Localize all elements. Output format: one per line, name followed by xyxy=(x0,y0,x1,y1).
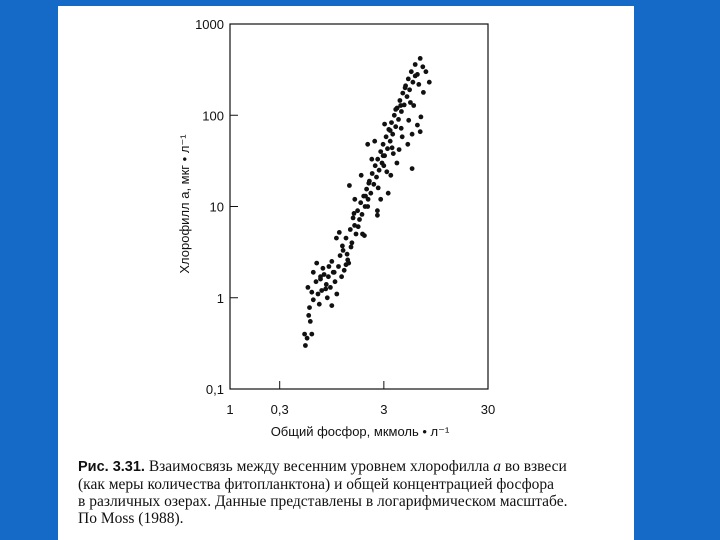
data-point xyxy=(385,146,390,151)
data-point xyxy=(389,120,394,125)
data-point xyxy=(371,182,376,187)
data-point xyxy=(356,224,361,229)
data-point xyxy=(324,282,329,287)
data-point xyxy=(354,232,359,237)
data-point xyxy=(336,264,341,269)
data-point xyxy=(314,279,319,284)
data-point xyxy=(405,142,410,147)
data-point xyxy=(403,85,408,90)
caption-line-4: По Moss (1988). xyxy=(78,510,184,527)
caption-text-1: Взаимосвязь между весенним уровнем хлорофилла xyxy=(148,458,494,475)
data-point xyxy=(410,166,415,171)
y-tick-label: 1000 xyxy=(195,17,224,32)
data-point xyxy=(405,94,410,99)
data-point xyxy=(386,191,391,196)
data-point xyxy=(388,139,393,144)
data-point xyxy=(303,343,308,348)
data-point xyxy=(407,87,412,92)
data-point xyxy=(419,115,424,120)
x-tick-label: 1 xyxy=(226,402,234,417)
data-point xyxy=(370,171,375,176)
data-point xyxy=(393,124,398,129)
data-points xyxy=(302,56,431,348)
data-point xyxy=(388,173,393,178)
data-point xyxy=(350,240,355,245)
y-ticks xyxy=(195,17,238,397)
data-point xyxy=(334,236,339,241)
data-point xyxy=(358,200,363,205)
data-point xyxy=(348,227,353,232)
data-point xyxy=(309,290,314,295)
data-point xyxy=(415,123,420,128)
data-point xyxy=(384,134,389,139)
data-point xyxy=(366,181,371,186)
x-tick-label: 3 xyxy=(380,402,388,417)
data-point xyxy=(424,69,429,74)
data-point xyxy=(390,145,395,150)
data-point xyxy=(373,163,378,168)
data-point xyxy=(339,274,344,279)
data-point xyxy=(326,274,331,279)
y-tick-label: 10 xyxy=(209,199,224,215)
data-point xyxy=(416,82,421,87)
caption-line-3: в различных озерах. Данные представлены в логарифмическом масштабе. xyxy=(78,493,568,510)
x-axis-label: Общий фосфор, мкмоль • л⁻¹ xyxy=(270,424,450,439)
data-point xyxy=(410,132,415,137)
x-tick-label: 30 xyxy=(480,402,496,417)
data-point xyxy=(318,274,323,279)
data-point xyxy=(381,153,386,158)
data-point xyxy=(382,122,387,127)
x-tick-label: 0,3 xyxy=(270,402,289,417)
data-point xyxy=(372,139,377,144)
data-point xyxy=(327,264,332,269)
data-point xyxy=(309,332,314,337)
data-point xyxy=(345,252,350,257)
data-point xyxy=(393,107,398,112)
caption-label: Рис. 3.31. xyxy=(78,459,145,475)
data-point xyxy=(323,287,328,292)
data-point xyxy=(399,126,404,131)
x-ticks xyxy=(226,381,495,417)
caption-text-1-end: во взвеси xyxy=(501,458,567,475)
data-point xyxy=(399,109,404,114)
data-point xyxy=(352,211,357,216)
data-point xyxy=(378,197,383,202)
data-point xyxy=(398,98,403,103)
data-point xyxy=(365,142,370,147)
data-point xyxy=(347,183,352,188)
data-point xyxy=(377,168,382,173)
data-point xyxy=(307,305,312,310)
data-point xyxy=(359,173,364,178)
data-point xyxy=(352,197,357,202)
data-point xyxy=(360,232,365,237)
data-point xyxy=(344,262,349,267)
data-point xyxy=(400,91,405,96)
data-point xyxy=(413,74,418,79)
data-point xyxy=(306,285,311,290)
data-point xyxy=(333,279,338,284)
data-point xyxy=(411,80,416,85)
data-point xyxy=(397,147,402,152)
data-point xyxy=(375,208,380,213)
caption-line-2: (как меры количества фитопланктона) и общей концентрацией фосфора xyxy=(78,476,555,493)
data-point xyxy=(329,303,334,308)
data-point xyxy=(418,56,423,61)
caption-line-1 xyxy=(78,458,634,476)
data-point xyxy=(406,118,411,123)
data-point xyxy=(396,117,401,122)
data-point xyxy=(375,157,380,162)
y-axis-label: Хлорофилл a, мкг • л⁻¹ xyxy=(177,134,192,274)
data-point xyxy=(360,212,365,217)
data-point xyxy=(321,266,326,271)
data-point xyxy=(368,191,373,196)
data-point xyxy=(384,169,389,174)
data-point xyxy=(388,128,393,133)
data-point xyxy=(398,103,403,108)
data-point xyxy=(378,149,383,154)
data-point xyxy=(332,270,337,275)
data-point xyxy=(340,244,345,249)
data-point xyxy=(413,62,418,67)
data-point xyxy=(337,230,342,235)
data-point xyxy=(420,64,425,69)
y-tick-label: 1 xyxy=(216,290,224,306)
plot-frame xyxy=(230,24,488,389)
data-point xyxy=(316,292,321,297)
data-point xyxy=(328,285,333,290)
data-point xyxy=(351,216,356,221)
data-point xyxy=(418,129,423,134)
data-point xyxy=(365,204,370,209)
data-point xyxy=(306,313,311,318)
data-point xyxy=(302,332,307,337)
data-point xyxy=(308,319,313,324)
data-point xyxy=(406,77,411,82)
data-point xyxy=(357,217,362,222)
data-point xyxy=(376,186,381,191)
data-point xyxy=(338,253,343,258)
data-point xyxy=(409,69,414,74)
data-point xyxy=(408,100,413,105)
caption-italic-a: а xyxy=(493,458,502,475)
data-point xyxy=(305,336,310,341)
data-point xyxy=(334,292,339,297)
data-point xyxy=(381,142,386,147)
data-point xyxy=(317,302,322,307)
data-point xyxy=(342,268,347,273)
data-point xyxy=(349,245,354,250)
data-point xyxy=(363,194,368,199)
data-point xyxy=(392,113,397,118)
figure-caption xyxy=(78,458,634,527)
y-tick-label: 0,1 xyxy=(205,382,224,397)
data-point xyxy=(374,175,379,180)
y-tick-label: 100 xyxy=(202,108,224,124)
data-point xyxy=(341,248,346,253)
data-point xyxy=(364,187,369,192)
data-point xyxy=(311,297,316,302)
data-point xyxy=(311,270,316,275)
data-point xyxy=(421,90,426,95)
data-point xyxy=(427,80,432,85)
data-point xyxy=(345,258,350,263)
data-point xyxy=(395,161,400,166)
data-point xyxy=(375,213,380,218)
data-point xyxy=(381,163,386,168)
data-point xyxy=(369,157,374,162)
data-point xyxy=(329,259,334,264)
data-point xyxy=(325,295,330,300)
data-point xyxy=(400,134,405,139)
data-point xyxy=(344,236,349,241)
data-point xyxy=(314,261,319,266)
data-point xyxy=(391,151,396,156)
